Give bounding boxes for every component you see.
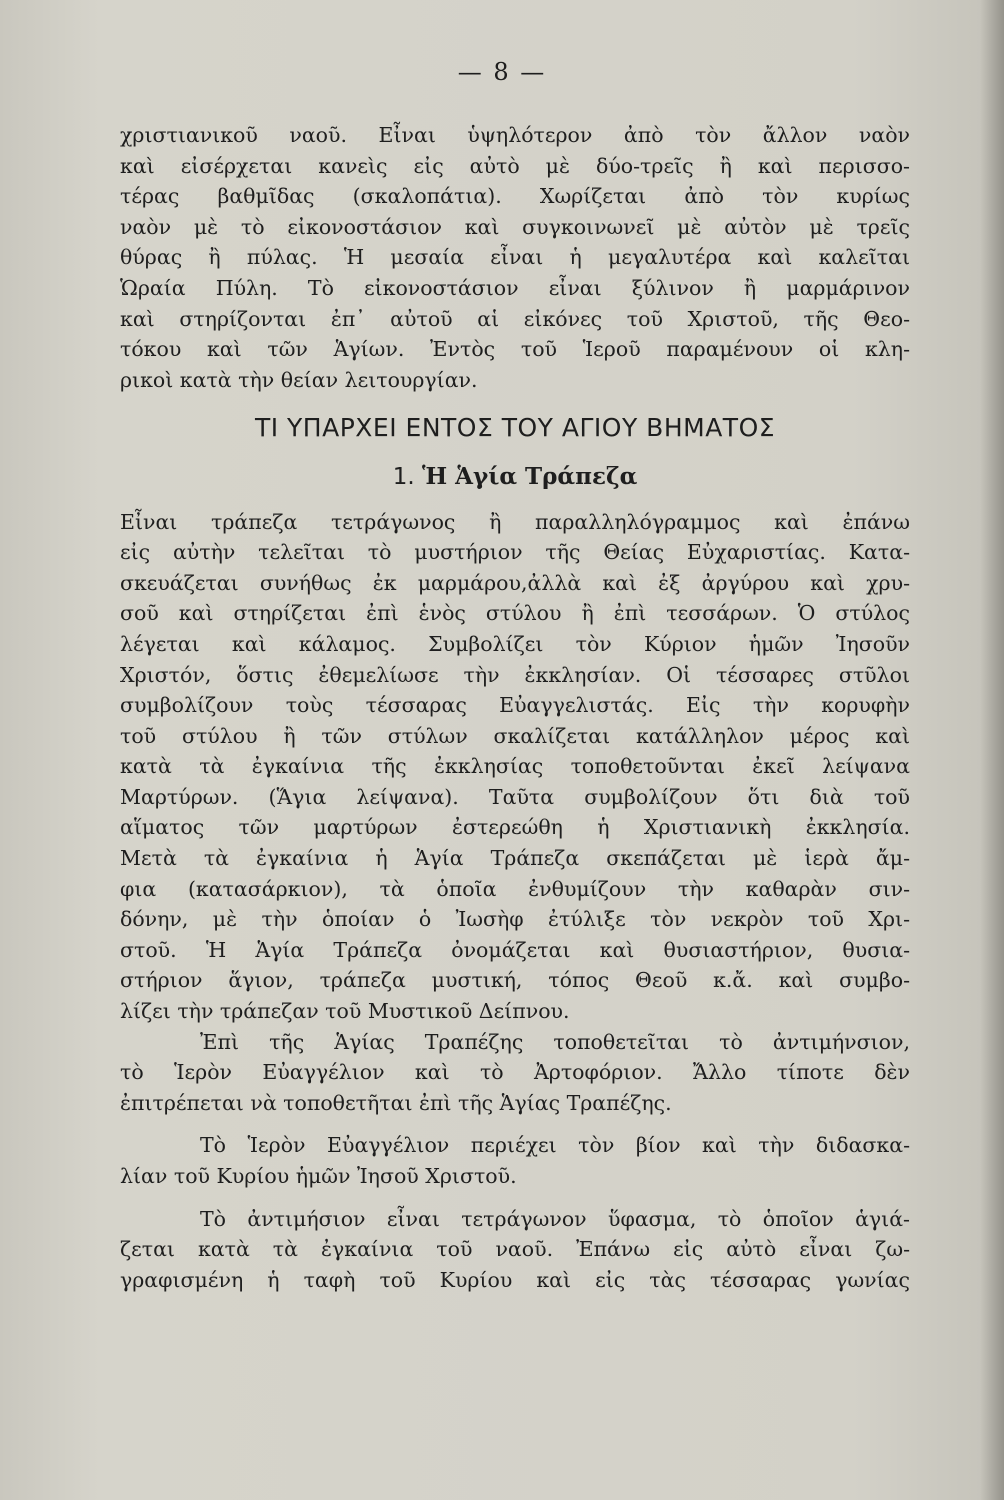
text-line: συμβολίζουν τοὺς τέσσαρας Εὐαγγελιστάς. Εἰς τὴν κορυφὴν (120, 693, 910, 718)
paragraph-1 (120, 120, 910, 395)
subsection-heading (120, 462, 910, 493)
text-line: κατὰ τὰ ἐγκαίνια τῆς ἐκκλησίας τοποθετοῦνται ἐκεῖ λείψανα (120, 754, 910, 779)
text-line: Εἶναι τράπεζα τετράγωνος ἢ παραλληλόγραμμος καὶ ἐπάνω (120, 509, 910, 534)
paragraph-3 (120, 1027, 910, 1119)
paragraph-gap (120, 1192, 910, 1204)
text-line: τοῦ στύλου ἢ τῶν στύλων σκαλίζεται κατάλληλον μέρος καὶ (120, 723, 910, 748)
text-line: Τὸ Ἱερὸν Εὐαγγέλιον περιέχει τὸν βίον καὶ τὴν διδασκα- (200, 1133, 910, 1158)
text-line: ναὸν μὲ τὸ εἰκονοστάσιον καὶ συγκοινωνεῖ μὲ αὐτὸν μὲ τρεῖς (120, 214, 910, 239)
text-line: ρικοὶ κατὰ τὴν θείαν λειτουργίαν. (120, 367, 478, 392)
text-line: Μετὰ τὰ ἐγκαίνια ἡ Ἁγία Τράπεζα σκεπάζεται μὲ ἱερὰ ἄμ- (120, 846, 910, 871)
paragraph-2 (120, 507, 910, 1027)
text-line: τόκου καὶ τῶν Ἁγίων. Ἐντὸς τοῦ Ἱεροῦ παραμένουν οἱ κλη- (120, 337, 910, 362)
text-line: εἰς αὐτὴν τελεῖται τὸ μυστήριον τῆς Θείας Εὐχαριστίας. Κατα- (120, 540, 910, 565)
paragraph-5 (120, 1204, 910, 1296)
text-line: Ἐπὶ τῆς Ἁγίας Τραπέζης τοποθετεῖται τὸ ἀντιμήνσιον, (200, 1029, 910, 1054)
text-line: γραφισμένη ἡ ταφὴ τοῦ Κυρίου καὶ εἰς τὰς τέσσαρας γωνίας (120, 1267, 910, 1292)
page-edge-shadow (980, 0, 1004, 1500)
text-line: σοῦ καὶ στηρίζεται ἐπὶ ἑνὸς στύλου ἢ ἐπὶ τεσσάρων. Ὁ στύλος (120, 601, 910, 626)
text-line: Χριστόν, ὅστις ἐθεμελίωσε τὴν ἐκκλησίαν. Οἱ τέσσαρες στῦλοι (120, 662, 910, 687)
text-line: χριστιανικοῦ ναοῦ. Εἶναι ὑψηλότερον ἀπὸ τὸν ἄλλον ναὸν (120, 123, 910, 147)
text-line: τὸ Ἱερὸν Εὐαγγέλιον καὶ τὸ Ἀρτοφόριον. Ἄλλο τίποτε δὲν (120, 1060, 910, 1085)
subsection-title: Ἡ Ἁγία Τράπεζα (421, 462, 638, 490)
text-line: Τὸ ἀντιμήσιον εἶναι τετράγωνον ὕφασμα, τὸ ὁποῖον ἁγιά- (200, 1206, 910, 1231)
text-line: σκευάζεται συνήθως ἐκ μαρμάρου,ἀλλὰ καὶ ἐξ ἀργύρου καὶ χρυ- (120, 570, 910, 595)
text-line: στήριον ἅγιον, τράπεζα μυστική, τόπος Θεοῦ κ.ἄ. καὶ συμβο- (120, 968, 910, 993)
text-line: ἐπιτρέπεται νὰ τοποθετῆται ἐπὶ τῆς Ἁγίας Τραπέζης. (120, 1090, 672, 1115)
text-line: ζεται κατὰ τὰ ἐγκαίνια τοῦ ναοῦ. Ἐπάνω εἰς αὐτὸ εἶναι ζω- (120, 1237, 910, 1262)
page-body (120, 120, 910, 1295)
page-number: — 8 — (457, 58, 547, 86)
text-line: αἵματος τῶν μαρτύρων ἐστερεώθη ἡ Χριστιανικὴ ἐκκλησία. (120, 815, 910, 840)
text-line: Ὡραία Πύλη. Τὸ εἰκονοστάσιον εἶναι ξύλινον ἢ μαρμάρινον (120, 275, 910, 300)
text-line: στοῦ. Ἡ Ἁγία Τράπεζα ὀνομάζεται καὶ θυσιαστήριον, θυσια- (120, 937, 910, 962)
text-line: καὶ στηρίζονται ἐπ᾿ αὐτοῦ αἱ εἰκόνες τοῦ Χριστοῦ, τῆς Θεο- (120, 306, 910, 331)
text-line: λέγεται καὶ κάλαμος. Συμβολίζει τὸν Κύριον ἡμῶν Ἰησοῦν (120, 631, 910, 656)
paragraph-gap (120, 1118, 910, 1130)
text-line: φια (κατασάρκιον), τὰ ὁποῖα ἐνθυμίζουν τὴν καθαρὰν σιν- (120, 876, 910, 901)
text-line: καὶ εἰσέρχεται κανεὶς εἰς αὐτὸ μὲ δύο-τρεῖς ἢ καὶ περισσο- (120, 153, 910, 178)
text-line: λίζει τὴν τράπεζαν τοῦ Μυστικοῦ Δείπνου. (120, 999, 570, 1024)
text-line: λίαν τοῦ Κυρίου ἡμῶν Ἰησοῦ Χριστοῦ. (120, 1164, 517, 1188)
text-line: δόνην, μὲ τὴν ὁποίαν ὁ Ἰωσὴφ ἐτύλιξε τὸν νεκρὸν τοῦ Χρι- (120, 907, 910, 932)
section-heading: ΤΙ ΥΠΑΡΧΕΙ ΕΝΤΟΣ ΤΟΥ ΑΓΙΟΥ ΒΗΜΑΤΟΣ (254, 413, 776, 443)
text-line: τέρας βαθμῖδας (σκαλοπάτια). Χωρίζεται ἀπὸ τὸν κυρίως (120, 184, 910, 209)
subsection-number: 1. (392, 463, 415, 490)
text-line: Μαρτύρων. (Ἅγια λείψανα). Ταῦτα συμβολίζουν ὅτι διὰ τοῦ (120, 784, 910, 809)
text-line: θύρας ἢ πύλας. Ἡ μεσαία εἶναι ἡ μεγαλυτέρα καὶ καλεῖται (120, 245, 910, 270)
paragraph-4 (120, 1130, 910, 1191)
